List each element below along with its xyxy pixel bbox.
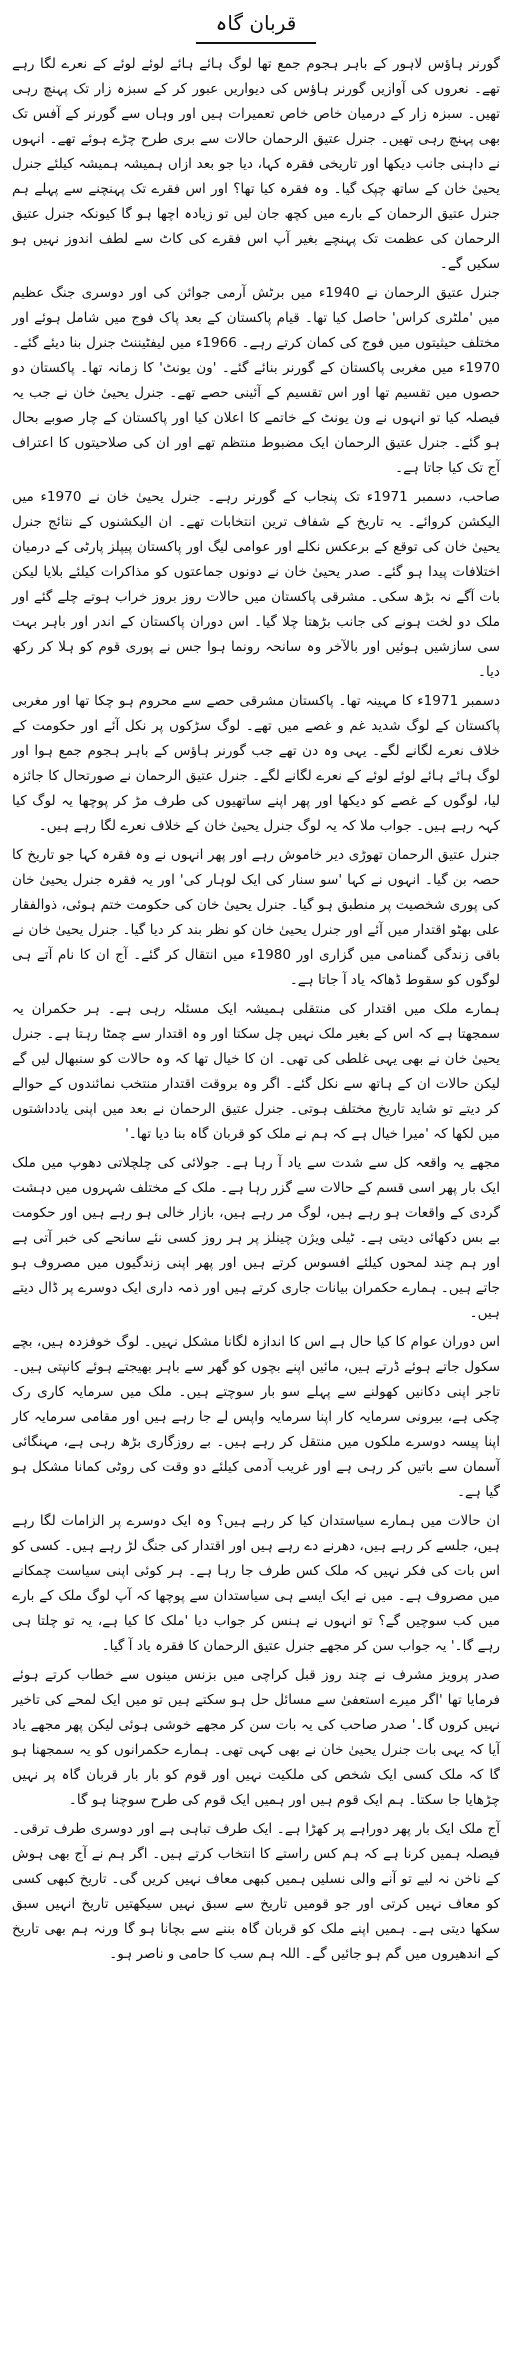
article-paragraph: جنرل عتیق الرحمان تھوڑی دیر خاموش رہے اور پھر انہوں نے وہ فقرہ کہا جو تاریخ کا حصہ بن گیا۔ انہوں نے کہا 'سو سنار کی ایک لوہار کی' اور یہ فقرہ جنرل یحییٰ خان کی پوری شخصیت پر منطبق ہو گیا۔ جنرل یحییٰ خان کی حکومت ختم ہوئی، ذوالفقار علی بھٹو اقتدار میں آئے اور جنرل یحییٰ خان کو نظر بند کر دیا گیا۔ جنرل یحییٰ خان نے باقی زندگی گمنامی میں گزاری اور 1980ء میں انتقال کر گئے۔ آج ان کا نام آتے ہی لوگوں کو سقوط ڈھاکہ یاد آ جاتا ہے۔: [12, 847, 500, 988]
article-paragraph: صدر پرویز مشرف نے چند روز قبل کراچی میں بزنس مینوں سے خطاب کرتے ہوئے فرمایا تھا 'اگر میرے استعفیٰ سے مسائل حل ہو سکتے ہیں تو میں ایک لمحے کی تاخیر نہیں کروں گا۔' صدر صاحب کی یہ بات سن کر مجھے خوشی ہوئی لیکن پھر مجھے یاد آیا کہ یہی بات جنرل یحییٰ خان نے بھی کہی تھی۔ ہمارے حکمرانوں کو یہ سمجھنا ہو گا کہ ملک کسی ایک شخص کی ملکیت نہیں اور قوم کو بار بار قربان گاہ پر نہیں چڑھایا جا سکتا۔ ہم ایک قوم ہیں اور ہمیں ایک قوم کی طرح سوچنا ہو گا۔: [12, 1667, 500, 1808]
article-body: [12, 52, 500, 1967]
article-paragraph: جنرل عتیق الرحمان نے 1940ء میں برٹش آرمی جوائن کی اور دوسری جنگ عظیم میں 'ملٹری کراس' حاصل کیا تھا۔ قیام پاکستان کے بعد پاک فوج میں شامل ہوئے اور مختلف حیثیتوں میں فوج کی کمان کرتے رہے۔ 1966ء میں لیفٹیننٹ جنرل بنا دیئے گئے۔ 1970ء میں مغربی پاکستان کے گورنر بنائے گئے۔ 'ون یونٹ' کا زمانہ تھا۔ پاکستان دو حصوں میں تقسیم تھا اور اس تقسیم کے آئینی حصے تھے۔ جنرل یحییٰ خان نے جب یہ فیصلہ کیا تو انہوں نے ون یونٹ کے خاتمے کا اعلان کیا اور پاکستان کے چار صوبے بحال ہو گئے۔ جنرل عتیق الرحمان ایک مضبوط منتظم تھے اور ان کی صلاحیتوں کا اعتراف آج تک کیا جاتا ہے۔: [12, 285, 501, 476]
article-paragraph: گورنر ہاؤس لاہور کے باہر ہجوم جمع تھا لوگ ہائے ہائے لوئے لوئے کے نعرے لگا رہے تھے۔ نعروں کی آوازیں گورنر ہاؤس کی دیواریں عبور کر کے سبزہ زار تک پہنچ رہی تھیں۔ سبزہ زار کے درمیان خاص خاص تعمیرات ہیں اور وہاں سے گورنر کے آفس تک بھی پہنچ رہی تھیں۔ جنرل عتیق الرحمان حالات سے بری طرح چڑے ہوئے تھے۔ انہوں نے داہنی جانب دیکھا اور تاریخی فقرہ کہا، دیا جو بعد ازاں ہمیشہ ہمیشہ کیلئے جنرل یحییٰ خان کے ساتھ چپک گیا۔ وہ فقرہ کیا تھا؟ اور اس فقرے تک پہنچنے سے پہلے ہم جنرل عتیق الرحمان کے بارے میں کچھ جان لیں تو زیادہ اچھا ہو گا کیونکہ جنرل عتیق الرحمان کی عظمت تک پہنچے بغیر آپ اس فقرے کی کاٹ سے لطف اندوز نہیں ہو سکیں گے۔: [12, 56, 500, 272]
article-paragraph: ان حالات میں ہمارے سیاستدان کیا کر رہے ہیں؟ وہ ایک دوسرے پر الزامات لگا رہے ہیں، جلسے کر رہے ہیں، دھرنے دے رہے ہیں اور اقتدار کی جنگ لڑ رہے ہیں۔ کسی کو اس بات کی فکر نہیں کہ ملک کس طرف جا رہا ہے۔ ہر کوئی اپنی سیاست چمکانے میں مصروف ہے۔ میں نے ایک ایسے ہی سیاستدان سے پوچھا کہ آپ لوگ ملک کے بارے میں کب سوچیں گے؟ تو انہوں نے ہنس کر جواب دیا 'ملک کا کیا ہے، یہ تو چلتا ہی رہے گا۔' یہ جواب سن کر مجھے جنرل عتیق الرحمان کا فقرہ یاد آ گیا۔: [12, 1513, 500, 1654]
article-paragraph: دسمبر 1971ء کا مہینہ تھا۔ پاکستان مشرقی حصے سے محروم ہو چکا تھا اور مغربی پاکستان کے لوگ شدید غم و غصے میں تھے۔ لوگ سڑکوں پر نکل آئے اور حکومت کے خلاف نعرے لگانے لگے۔ یہی وہ دن تھے جب گورنر ہاؤس کے باہر ہجوم جمع ہوا اور لوگ ہائے ہائے لوئے لوئے کے نعرے لگانے لگے۔ جنرل عتیق الرحمان نے صورتحال کا جائزہ لیا، لوگوں کے غصے کو دیکھا اور پھر اپنے ساتھیوں کی طرف مڑ کر پوچھا یہ لوگ کیا کہہ رہے ہیں۔ جواب ملا کہ یہ لوگ جنرل یحییٰ خان کے خلاف نعرے لگا رہے ہیں۔: [12, 693, 500, 834]
article-paragraph: اس دوران عوام کا کیا حال ہے اس کا اندازہ لگانا مشکل نہیں۔ لوگ خوفزدہ ہیں، بچے سکول جاتے ہوئے ڈرتے ہیں، مائیں اپنے بچوں کو گھر سے باہر بھیجتے ہوئے کانپتی ہیں۔ تاجر اپنی دکانیں کھولنے سے پہلے سو بار سوچتے ہیں۔ ملک میں سرمایہ کاری رک چکی ہے، بیرونی سرمایہ کار اپنا سرمایہ واپس لے جا رہے ہیں اور مقامی سرمایہ کار اپنا پیسہ دوسرے ملکوں میں منتقل کر رہے ہیں۔ بے روزگاری بڑھ رہی ہے، مہنگائی آسمان سے باتیں کر رہی ہے اور غریب آدمی کیلئے دو وقت کی روٹی کمانا مشکل ہو گیا ہے۔: [12, 1334, 500, 1500]
article-title: قربان گاہ: [215, 11, 297, 35]
article-paragraph: ہمارے ملک میں اقتدار کی منتقلی ہمیشہ ایک مسئلہ رہی ہے۔ ہر حکمران یہ سمجھتا ہے کہ اس کے بغیر ملک نہیں چل سکتا اور وہ اقتدار سے چمٹا رہتا ہے۔ جنرل یحییٰ خان نے بھی یہی غلطی کی تھی۔ ان کا خیال تھا کہ وہ حالات کو سنبھال لیں گے لیکن حالات ان کے ہاتھ سے نکل گئے۔ اگر وہ بروقت اقتدار منتخب نمائندوں کے حوالے کر دیتے تو شاید تاریخ مختلف ہوتی۔ جنرل عتیق الرحمان نے بعد میں اپنی یادداشتوں میں لکھا کہ 'میرا خیال ہے کہ ہم نے ملک کو قربان گاہ بنا دیا تھا۔': [12, 1001, 500, 1142]
article-paragraph: صاحب، دسمبر 1971ء تک پنجاب کے گورنر رہے۔ جنرل یحییٰ خان نے 1970ء میں الیکشن کروائے۔ یہ تاریخ کے شفاف ترین انتخابات تھے۔ ان الیکشنوں کے نتائج جنرل یحییٰ خان کی توقع کے برعکس نکلے اور عوامی لیگ اور پاکستان پیپلز پارٹی کے درمیان اختلافات پیدا ہو گئے۔ صدر یحییٰ خان نے دونوں جماعتوں کو مذاکرات کیلئے بلایا لیکن بات آگے نہ بڑھ سکی۔ مشرقی پاکستان میں حالات روز بروز خراب ہوتے چلے گئے اور ملک دو لخت ہونے کی جانب بڑھتا چلا گیا۔ اس دوران پاکستان کے اندر اور باہر بہت سی سازشیں ہوئیں اور بالآخر وہ سانحہ رونما ہوا جس نے پوری قوم کو ہلا کر رکھ دیا۔: [12, 489, 500, 680]
article-paragraph: آج ملک ایک بار پھر دوراہے پر کھڑا ہے۔ ایک طرف تباہی ہے اور دوسری طرف ترقی۔ فیصلہ ہمیں کرنا ہے کہ ہم کس راستے کا انتخاب کرتے ہیں۔ اگر ہم نے آج بھی ہوش کے ناخن نہ لیے تو آنے والی نسلیں ہمیں کبھی معاف نہیں کریں گی۔ تاریخ کبھی کسی کو معاف نہیں کرتی اور جو قومیں تاریخ سے سبق نہیں سیکھتیں تاریخ انہیں سبق سکھا دیتی ہے۔ ہمیں اپنے ملک کو قربان گاہ بننے سے بچانا ہو گا ورنہ ہم بھی تاریخ کے اندھیروں میں گم ہو جائیں گے۔ اللہ ہم سب کا حامی و ناصر ہو۔: [12, 1821, 500, 1962]
title-underline: [196, 42, 316, 44]
article-paragraph: مجھے یہ واقعہ کل سے شدت سے یاد آ رہا ہے۔ جولائی کی چلچلاتی دھوپ میں ملک ایک بار پھر اسی قسم کے حالات سے گزر رہا ہے۔ ملک کے مختلف شہروں میں دہشت گردی کے واقعات ہو رہے ہیں، لوگ مر رہے ہیں، بازار خالی ہو رہے ہیں اور حکومت بے بس دکھائی دیتی ہے۔ ٹیلی ویژن چینلز پر ہر روز کسی نئے سانحے کی خبر آتی ہے اور ہم چند لمحوں کیلئے افسوس کرتے ہیں اور پھر اپنی زندگیوں میں مصروف ہو جاتے ہیں۔ ہمارے حکمران بیانات جاری کرتے ہیں اور ذمہ داری ایک دوسرے پر ڈال دیتے ہیں۔: [12, 1155, 500, 1321]
